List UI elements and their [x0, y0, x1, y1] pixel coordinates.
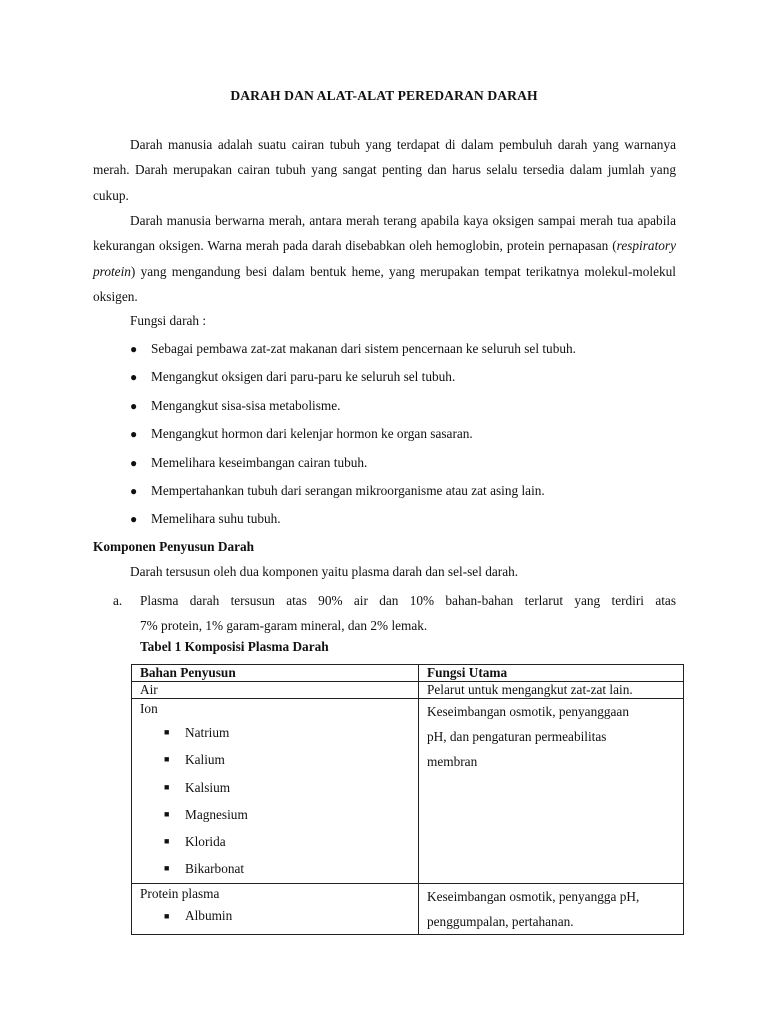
- bullet-icon: ●: [130, 455, 138, 470]
- table-cell-fungsi: [419, 883, 684, 934]
- table-cell-fungsi: [419, 699, 684, 884]
- section-heading-komponen: Komponen Penyusun Darah: [93, 539, 255, 554]
- bullet-icon: ●: [130, 370, 138, 385]
- list-item-text: Magnesium: [185, 806, 248, 822]
- table-cell-bahan: [132, 883, 419, 934]
- table-row: [132, 682, 684, 699]
- list-item-text: Natrium: [185, 725, 230, 740]
- table-cell-title: Ion: [140, 701, 158, 716]
- list-item: [130, 366, 690, 394]
- fungsi-line: membran: [427, 754, 478, 769]
- list-item-a-line-1: Plasma darah tersusun atas 90% air dan 10% bahan-bahan terlarut yang terdiri atas: [140, 593, 676, 608]
- protein-list: [140, 904, 418, 928]
- paragraph-warna-italic: respiratory protein: [93, 238, 676, 279]
- list-item: [140, 855, 418, 882]
- bullet-icon: ●: [130, 483, 138, 498]
- square-bullet-icon: ■: [164, 910, 170, 921]
- fungsi-list: [130, 338, 690, 537]
- square-bullet-icon: ■: [164, 781, 170, 792]
- list-item: [140, 904, 418, 928]
- table-row: [132, 699, 684, 884]
- list-item: [140, 746, 418, 773]
- list-marker: a.: [113, 593, 123, 608]
- paragraph-intro-text: Darah manusia adalah suatu cairan tubuh yang terdapat di dalam pembuluh darah yang warnanya merah. Darah merupakan cairan tubuh yang sangat penting dan harus selalu tersedia dalam jumlah yang cukup.: [93, 137, 676, 203]
- list-item-text: Sebagai pembawa zat-zat makanan dari sistem pencernaan ke seluruh sel tubuh.: [151, 341, 576, 356]
- list-item-text: Mempertahankan tubuh dari serangan mikroorganisme atau zat asing lain.: [151, 482, 545, 498]
- plasma-composition-table: [131, 664, 684, 935]
- list-item-text: Mengangkut hormon dari kelenjar hormon ke organ sasaran.: [151, 426, 473, 442]
- table-row: [132, 883, 684, 934]
- bullet-icon: ●: [130, 342, 138, 356]
- bullet-icon: ●: [130, 427, 138, 442]
- paragraph-warna: [93, 208, 676, 309]
- list-item-text: Albumin: [185, 907, 233, 923]
- square-bullet-icon: ■: [164, 863, 170, 874]
- list-item-a-line-2: 7% protein, 1% garam-garam mineral, dan 2% lemak.: [140, 618, 428, 633]
- table-cell-bahan: Air: [132, 682, 419, 699]
- fungsi-label: Fungsi darah :: [130, 313, 207, 328]
- komponen-intro: Darah tersusun oleh dua komponen yaitu plasma darah dan sel-sel darah.: [130, 564, 519, 579]
- square-bullet-icon: ■: [164, 754, 170, 765]
- ion-list: [140, 719, 418, 883]
- fungsi-line: Keseimbangan osmotik, penyanggaan: [427, 704, 629, 719]
- list-item: [130, 508, 690, 536]
- paragraph-warna-text-2: ) yang mengandung besi dalam bentuk heme, yang merupakan tempat terikatnya molekul-molekul oksigen.: [93, 263, 676, 304]
- list-item: [140, 828, 418, 855]
- square-bullet-icon: ■: [164, 836, 170, 847]
- list-item: [140, 774, 418, 801]
- paragraph-warna-text-1: Darah manusia berwarna merah, antara merah terang apabila kaya oksigen sampai merah tua apabila kekurangan oksigen. Warna merah pada darah disebabkan oleh hemoglobin, protein pernapasan (: [93, 213, 676, 254]
- table-header-cell: Fungsi Utama: [419, 665, 684, 682]
- square-bullet-icon: ■: [164, 808, 170, 819]
- table-cell-title: Protein plasma: [140, 885, 220, 901]
- table-header-row: [132, 665, 684, 682]
- page-title: DARAH DAN ALAT-ALAT PEREDARAN DARAH: [230, 88, 538, 103]
- list-item: [140, 719, 418, 746]
- table-cell-bahan: [132, 699, 419, 884]
- table-header-cell: Bahan Penyusun: [132, 665, 419, 682]
- fungsi-line: penggumpalan, pertahanan.: [427, 913, 574, 929]
- paragraph-intro: [93, 132, 676, 208]
- fungsi-line: pH, dan pengaturan permeabilitas: [427, 729, 607, 744]
- list-item-text: Memelihara suhu tubuh.: [151, 511, 281, 527]
- list-item: [130, 423, 690, 451]
- fungsi-line: Keseimbangan osmotik, penyangga pH,: [427, 888, 640, 904]
- bullet-icon: ●: [130, 398, 138, 413]
- bullet-icon: ●: [130, 512, 138, 527]
- list-item-text: Kalium: [185, 752, 225, 768]
- table-caption: Tabel 1 Komposisi Plasma Darah: [140, 639, 329, 654]
- list-item-text: Mengangkut sisa-sisa metabolisme.: [151, 397, 341, 413]
- table-cell-fungsi: Pelarut untuk mengangkut zat-zat lain.: [419, 682, 684, 699]
- list-item: [130, 452, 690, 480]
- list-item: [130, 395, 690, 423]
- list-item-text: Mengangkut oksigen dari paru-paru ke seluruh sel tubuh.: [151, 369, 456, 385]
- list-item-text: Bikarbonat: [185, 861, 245, 877]
- list-item: [130, 480, 690, 508]
- list-item-text: Kalsium: [185, 779, 231, 795]
- list-item: [130, 338, 690, 366]
- list-item-text: Memelihara keseimbangan cairan tubuh.: [151, 454, 368, 470]
- square-bullet-icon: ■: [164, 727, 170, 737]
- list-item: [140, 801, 418, 828]
- list-item-text: Klorida: [185, 834, 226, 850]
- list-item-a: [113, 588, 676, 638]
